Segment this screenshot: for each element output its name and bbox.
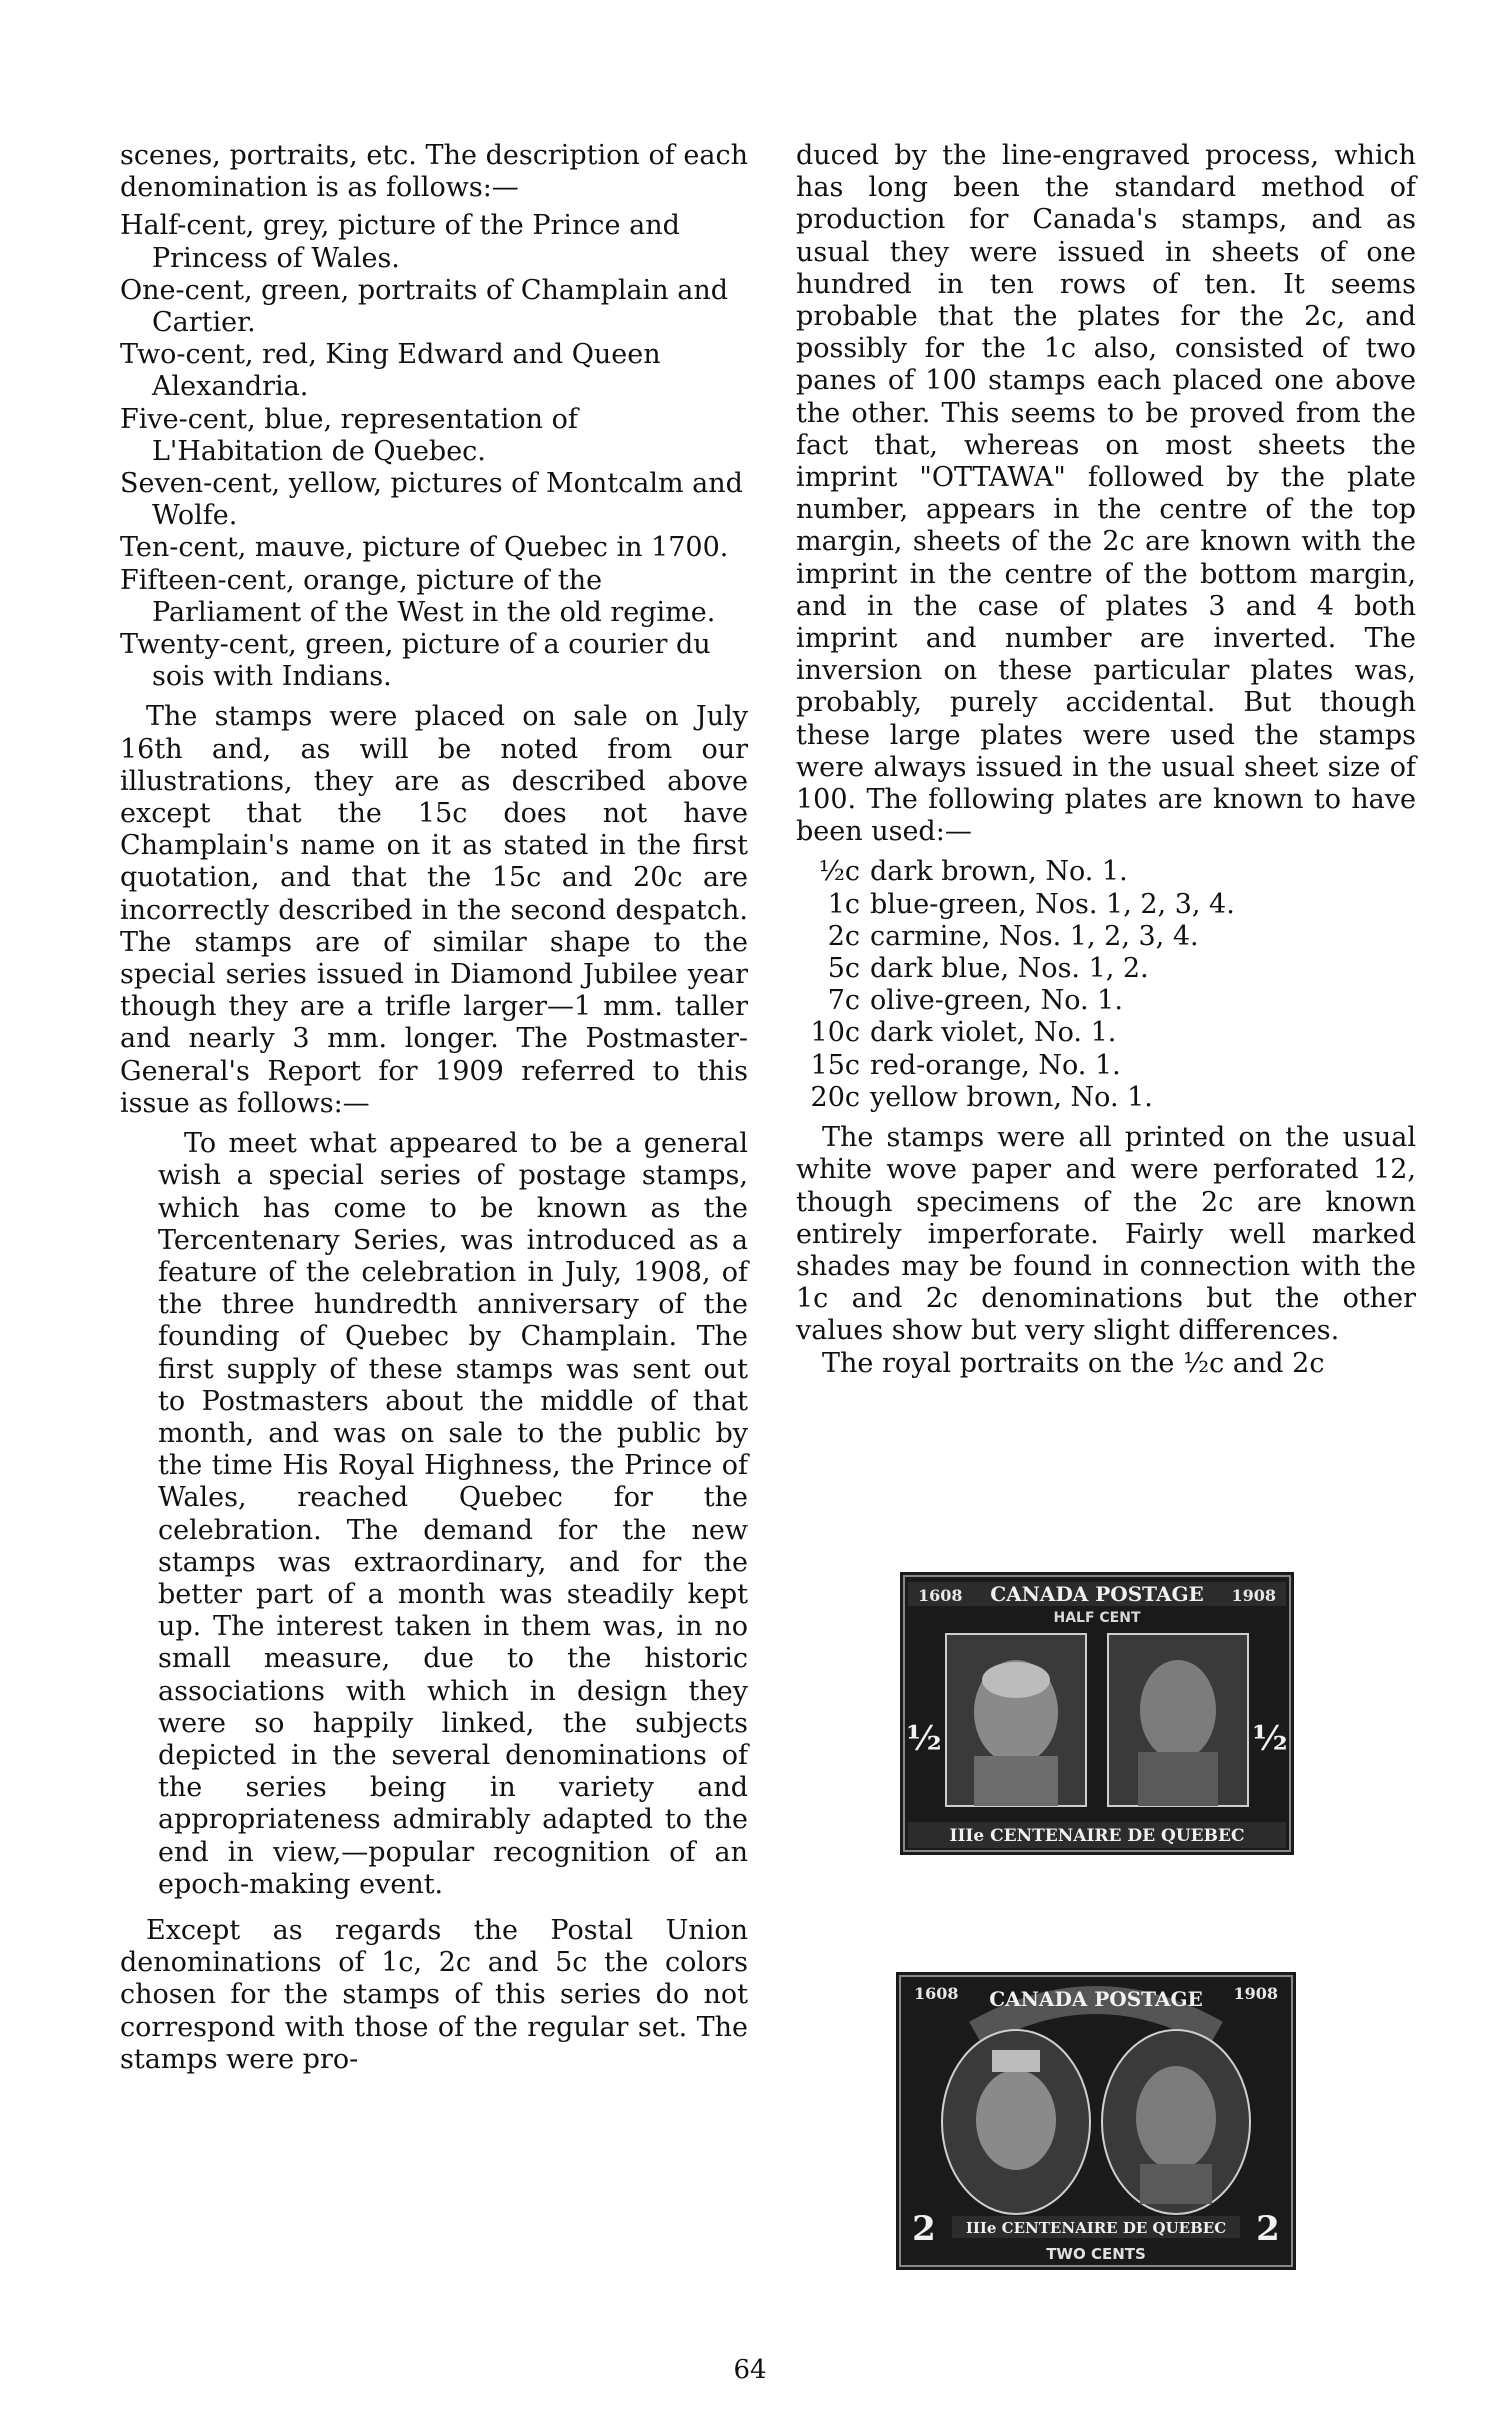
stamp-year-right: 1908 [1233, 1984, 1278, 2003]
denomination-item: Half-cent, grey, picture of the Prince and Princess of Wales. [120, 210, 680, 274]
left-column [120, 140, 748, 2076]
plate-desc: carmine, Nos. 1, 2, 3, 4. [870, 920, 1199, 952]
plate-row [796, 985, 1416, 1017]
plate-value: 15c [810, 1049, 860, 1081]
denomination-item: Twenty-cent, green, picture of a courier du sois with Indians. [120, 629, 711, 693]
two-cent-stamp-image [896, 1972, 1296, 2270]
denomination-item: Seven-cent, yellow, pictures of Montcalm and Wolfe. [120, 468, 743, 532]
stamp-bottom-label: IIIe CENTENAIRE DE QUEBEC [949, 1826, 1245, 1846]
stamp-top-label: CANADA POSTAGE [990, 1582, 1204, 1606]
plate-row [796, 1017, 1416, 1049]
prince-portrait [1140, 1660, 1216, 1760]
plate-desc: dark brown, No. 1. [870, 856, 1128, 888]
plate-desc: blue-green, Nos. 1, 2, 3, 4. [870, 888, 1235, 920]
half-cent-stamp-image [900, 1572, 1294, 1855]
plate-row [796, 856, 1416, 888]
plate-value: 2c [827, 920, 860, 952]
stamp-denomination-text: HALF CENT [1053, 1610, 1141, 1626]
king-uniform [1140, 2164, 1212, 2204]
paragraph-placed-on-sale: The stamps were placed on sale on July 16th and, as will be noted from our illustrations, they are as described above except that the 15c does not have Champlain's name on it as stated in the first quotation, and that the 15c and 20c are incorrectly described in the second despatch. The stamps are of similar shape to the special series issued in Diamond Jubilee year though they are a trifle larger—1 mm. taller and nearly 3 mm. longer. The Postmaster-General's Report for 1909 referred to this issue as follows:— [120, 701, 748, 1119]
plate-row [796, 953, 1416, 985]
queen-portrait [976, 2070, 1056, 2170]
prince-uniform [1138, 1752, 1218, 1806]
princess-hair [982, 1662, 1050, 1698]
stamp-denomination-text: TWO CENTS [1046, 2245, 1146, 2263]
denomination-list [120, 210, 748, 693]
plate-row [796, 921, 1416, 953]
plate-value: ½c [818, 856, 860, 888]
right-column [796, 140, 1416, 1380]
plate-row [796, 1050, 1416, 1082]
plate-desc: dark violet, No. 1. [870, 1017, 1117, 1049]
plate-list [796, 856, 1416, 1114]
plate-value: 7c [827, 985, 860, 1017]
paragraph-except: Except as regards the Postal Union denominations of 1c, 2c and 5c the colors chosen for the stamps of this series do not correspond with those of the regular set. The stamps were pro- [120, 1914, 748, 2075]
paragraph-produced: duced by the line-engraved process, which has long been the standard method of production for Canada's stamps, and as usual they were issued in sheets of one hundred in ten rows of ten. It seems probable that the plates for the 2c, and possibly for the 1c also, consisted of two panes of 100 stamps each placed one above the other. This seems to be proved from the fact that, whereas on most sheets the imprint "OTTAWA" followed by the plate number, appears in the centre of the top margin, sheets of the 2c are known with the imprint in the centre of the bottom margin, and in the case of plates 3 and 4 both imprint and number are inverted. The inversion on these particular plates was, probably, purely accidental. But though these large plates were used the stamps were always issued in the usual sheet size of 100. The following plates are known to have been used:— [796, 140, 1416, 848]
plate-desc: olive-green, No. 1. [870, 985, 1123, 1017]
denomination-item: One-cent, green, portraits of Champlain and Cartier. [120, 274, 729, 339]
king-portrait [1136, 2066, 1216, 2170]
stamp-value-left: 2 [912, 2209, 936, 2249]
denomination-item: Ten-cent, mauve, picture of Quebec in 1700. [120, 532, 729, 564]
stamp-year-left: 1608 [914, 1984, 959, 2003]
denomination-item: Fifteen-cent, orange, picture of the Parliament of the West in the old regime. [120, 564, 716, 628]
plate-desc: dark blue, Nos. 1, 2. [870, 953, 1149, 985]
plate-desc: yellow brown, No. 1. [870, 1081, 1153, 1113]
stamp-value-right: 2 [1256, 2209, 1280, 2249]
plate-value: 10c [810, 1017, 860, 1049]
stamp-value-left: ½ [906, 1719, 942, 1759]
stamp-year-left: 1608 [918, 1586, 963, 1605]
plate-value: 20c [810, 1081, 860, 1113]
stamp-bottom-label: IIIe CENTENAIRE DE QUEBEC [965, 2219, 1227, 2237]
plate-row [796, 889, 1416, 921]
plate-desc: red-orange, No. 1. [870, 1049, 1121, 1081]
plate-row [796, 1082, 1416, 1114]
princess-shoulders [974, 1756, 1058, 1806]
denomination-item: Five-cent, blue, representation of L'Habitation de Quebec. [120, 403, 578, 467]
stamp-year-right: 1908 [1231, 1586, 1276, 1605]
intro-paragraph: scenes, portraits, etc. The description of each denomination is as follows:— [120, 140, 748, 204]
denomination-item: Two-cent, red, King Edward and Queen Alexandria. [120, 339, 661, 403]
plate-value: 5c [827, 953, 860, 985]
stamp-top-label: CANADA POSTAGE [989, 1987, 1203, 2011]
page-number: 64 [733, 2355, 767, 2385]
paragraph-royal-portraits: The royal portraits on the ½c and 2c [822, 1347, 1325, 1379]
plate-value: 1c [827, 888, 860, 920]
queen-crown [992, 2050, 1040, 2072]
stamp-value-right: ½ [1252, 1719, 1288, 1759]
paragraph-printed: The stamps were all printed on the usual white wove paper and were perforated 12, though specimens of the 2c are known entirely imperforate. Fairly well marked shades may be found in connection with the 1c and 2c denominations but the other values show but very slight differences. [796, 1122, 1416, 1347]
postmaster-report-quote: To meet what appeared to be a general wish a special series of postage stamps, which has come to be known as the Tercentenary Series, was introduced as a feature of the celebration in July, 1908, of the three hundredth anniversary of the founding of Quebec by Champlain. The first supply of these stamps was sent out to Postmasters about the middle of that month, and was on sale to the public by the time His Royal Highness, the Prince of Wales, reached Quebec for the celebration. The demand for the new stamps was extraordinary, and for the better part of a month was steadily kept up. The interest taken in them was, in no small measure, due to the historic associations with which in design they were so happily linked, the subjects depicted in the several denominations of the series being in variety and appropriateness admirably adapted to the end in view,—popular recognition of an epoch-making event. [158, 1128, 748, 1900]
